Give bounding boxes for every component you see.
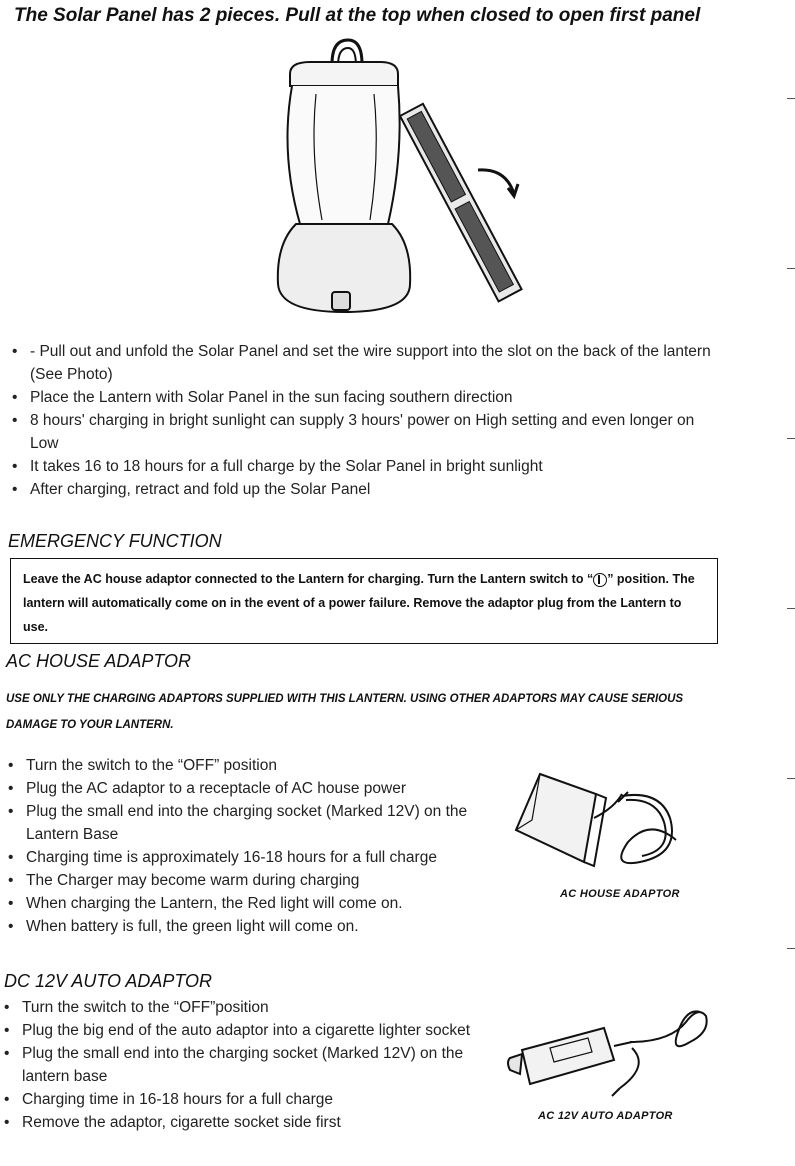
list-item: • Charging time in 16-18 hours for a full charge <box>2 1088 492 1111</box>
margin-mark <box>787 948 795 949</box>
list-item: • It takes 16 to 18 hours for a full charge by the Solar Panel in bright sunlight <box>10 455 720 478</box>
ac-adaptor-instructions <box>6 754 496 938</box>
list-item: • Turn the switch to the “OFF”position <box>2 996 492 1019</box>
list-item: • When charging the Lantern, the Red light will come on. <box>6 892 496 915</box>
list-item: • Charging time is approximately 16-18 hours for a full charge <box>6 846 496 869</box>
emergency-text-end: ” position. The lantern will automatically come on in the event of a power failure. Remove the adaptor plug from the Lantern to use. <box>23 572 695 634</box>
emergency-notice-box <box>10 558 718 644</box>
dc-adaptor-caption: AC 12V AUTO ADAPTOR <box>538 1110 673 1122</box>
solar-panel-instructions <box>10 340 720 501</box>
adaptor-warning: USE ONLY THE CHARGING ADAPTORS SUPPLIED WITH THIS LANTERN. USING OTHER ADAPTORS MAY CAUSE SERIOUS DAMAGE TO YOUR LANTERN. <box>6 693 684 731</box>
ac-adaptor-caption: AC HOUSE ADAPTOR <box>560 888 680 900</box>
list-item: • Plug the small end into the charging socket (Marked 12V) on the lantern base <box>2 1042 492 1088</box>
lantern-solar-panel-illustration <box>270 34 570 316</box>
list-item: • Plug the small end into the charging socket (Marked 12V) on the Lantern Base <box>6 800 496 846</box>
list-item: • After charging, retract and fold up the Solar Panel <box>10 478 720 501</box>
list-item: • The Charger may become warm during charging <box>6 869 496 892</box>
power-symbol-icon <box>593 573 607 587</box>
list-item: • 8 hours' charging in bright sunlight can supply 3 hours' power on High setting and even longer on Low <box>10 409 720 455</box>
page-title: The Solar Panel has 2 pieces. Pull at the top when closed to open first panel <box>14 5 701 26</box>
list-item: • Plug the big end of the auto adaptor into a cigarette lighter socket <box>2 1019 492 1042</box>
margin-mark <box>787 778 795 779</box>
list-item: • Place the Lantern with Solar Panel in the sun facing southern direction <box>10 386 720 409</box>
list-item: • When battery is full, the green light will come on. <box>6 915 496 938</box>
margin-mark <box>787 98 795 99</box>
margin-mark <box>787 608 795 609</box>
emergency-text-start: Leave the AC house adaptor connected to the Lantern for charging. Turn the Lantern switch to “ <box>23 572 594 586</box>
margin-mark <box>787 268 795 269</box>
dc-adaptor-instructions <box>2 996 492 1134</box>
list-item: • Plug the AC adaptor to a receptacle of AC house power <box>6 777 496 800</box>
auto-adaptor-illustration <box>500 1002 720 1102</box>
emergency-heading: EMERGENCY FUNCTION <box>8 531 222 551</box>
list-item: • Remove the adaptor, cigarette socket side first <box>2 1111 492 1134</box>
ac-adaptor-illustration <box>510 768 690 880</box>
ac-adaptor-heading: AC HOUSE ADAPTOR <box>6 651 192 671</box>
dc-adaptor-heading: DC 12V AUTO ADAPTOR <box>4 971 213 991</box>
list-item: • Turn the switch to the “OFF” position <box>6 754 496 777</box>
margin-mark <box>787 438 795 439</box>
list-item: • - Pull out and unfold the Solar Panel and set the wire support into the slot on the back of the lantern (See Photo) <box>10 340 720 386</box>
